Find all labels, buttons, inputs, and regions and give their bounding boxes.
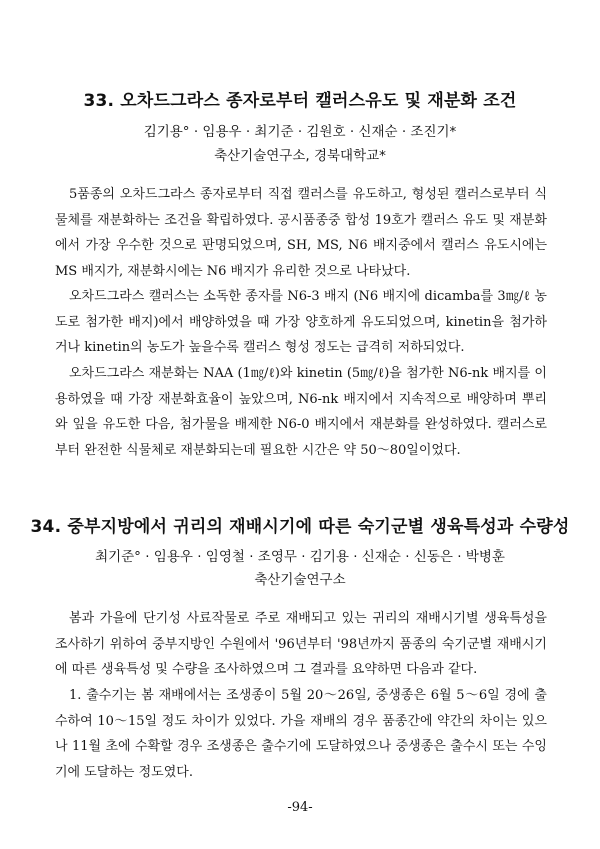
section-34-affiliation: 축산기술연구소 — [254, 572, 346, 588]
section-34-paragraph-1: 봄과 가을에 단기성 사료작물로 주로 재배되고 있는 귀리의 재배시기별 생육특성을 조사하기 위하여 중부지방인 수원에서 '96년부터 '98년까지 품종의 숙기군별 재배시기에 따른 생육특성 및 수량을 조사하였으며 그 결과를 요약하면 다음과 같다. — [55, 611, 547, 677]
section-33-authors: 김기용° · 임용우 · 최기준 · 김원호 · 신재순 · 조진기* — [143, 124, 457, 140]
page-number: -94- — [287, 800, 313, 815]
section-34-paragraph-2: 1. 출수기는 봄 재배에서는 조생종이 5월 20～26일, 중생종은 6월 5～6일 경에 출수하여 10～15일 정도 차이가 있었다. 가을 재배의 경우 품종간에 약간의 차이는 있으나 11월 초에 수확할 경우 조생종은 출수기에 도달하였으나 중생종은 출수시 또는 수잉기에 도달하는 정도였다. — [55, 688, 547, 780]
section-33-paragraph-1: 5품종의 오차드그라스 종자로부터 직접 캘러스를 유도하고, 형성된 캘러스로부터 식물체를 재분화하는 조건을 확립하였다. 공시품종중 합성 19호가 캘러스 유도 및 재분화에서 가장 우수한 것으로 판명되었으며, SH, MS, N6 배지중에서 캘러스 유도시에는 MS 배지가, 재분화시에는 N6 배지가 유리한 것으로 나타났다. — [55, 187, 547, 279]
section-33-title: 33. 오차드그라스 종자로부터 캘러스유도 및 재분화 조건 — [83, 91, 517, 111]
section-33-paragraph-2: 오차드그라스 캘러스는 소독한 종자를 N6-3 배지 (N6 배지에 dicamba를 3㎎/ℓ 농도로 첨가한 배지)에서 배양하였을 때 가장 양호하게 유도되었으며, kinetin을 첨가하거나 kinetin의 농도가 높을수록 캘러스 형성 정도는 급격히 저하되었다. — [55, 289, 547, 355]
section-33-paragraph-3: 오차드그라스 재분화는 NAA (1㎎/ℓ)와 kinetin (5㎎/ℓ)을 첨가한 N6-nk 배지를 이용하였을 때 가장 재분화효율이 높았으며, N6-nk 배지에서 지속적으로 배양하며 뿌리와 잎을 유도한 다음, 첨가물을 배제한 N6-0 배지에서 재분화를 완성하였다. 캘러스로부터 완전한 식물체로 재분화되는데 필요한 시간은 약 50～80일이었다. — [55, 366, 547, 458]
section-34-authors: 최기준° · 임용우 · 임영철 · 조영무 · 김기용 · 신재순 · 신동은 · 박병훈 — [95, 549, 505, 565]
section-34-title: 34. 중부지방에서 귀리의 재배시기에 따른 숙기군별 생육특성과 수량성 — [30, 517, 570, 537]
section-33-affiliation: 축산기술연구소, 경북대학교* — [214, 148, 386, 164]
